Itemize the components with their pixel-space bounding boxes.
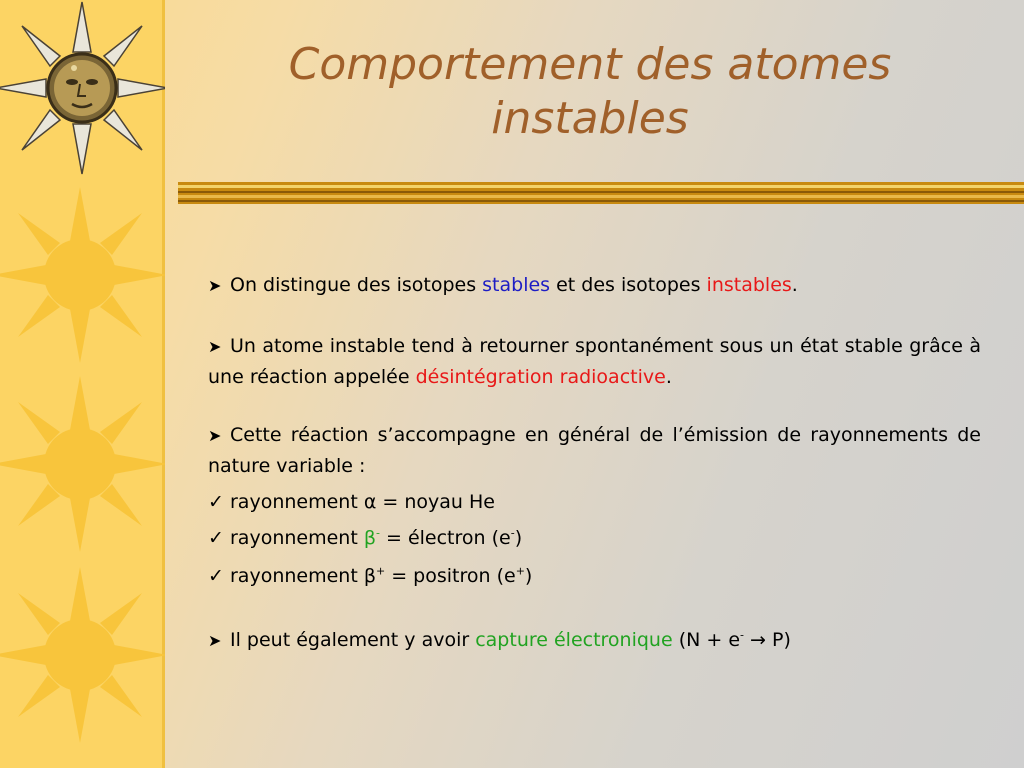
check-2-post: = électron (e [379,527,511,549]
sun-icon [0,372,165,557]
instables-term: instables [706,274,792,296]
arrow-bullet-icon: ➤ [208,631,222,650]
arrow-bullet-icon: ➤ [208,426,222,445]
bullet-3 [208,420,981,481]
beta-minus-symbol [364,527,380,549]
check-icon: ✓ [208,527,224,549]
check-icon: ✓ [208,565,224,587]
check-3-pre: rayonnement [230,565,364,587]
slide-title-text [180,38,1000,146]
check-item-alpha [208,485,981,519]
beta-plus-letter: β [363,565,376,587]
bullet-4 [208,625,981,656]
title-divider [178,182,1024,204]
title-line-1: Comportement des atomes [288,39,892,90]
capture-term: capture électronique [475,629,673,651]
arrow-bullet-icon: ➤ [208,276,222,295]
bullet-1 [208,270,981,301]
bullet-1-pre: On distingue des isotopes [230,274,483,296]
beta-minus-letter: β [363,527,376,549]
bullet-2-post: . [665,366,672,388]
check-3-end: ) [524,565,533,587]
check-item-beta-plus [208,557,981,595]
bullet-3-text: Cette réaction s’accompagne en général de l’émission de rayonnements de nature variable : [208,424,981,477]
bullet-4-end: P) [772,629,791,651]
sun-icon [0,560,165,750]
slide-body [208,270,981,656]
check-2-end: ) [514,527,523,549]
bullet-4-pre: Il peut également y avoir [230,629,476,651]
bullet-2 [208,331,981,392]
reaction-arrow: → [744,629,773,651]
beta-plus-sup: + [375,564,386,578]
bullet-4-post: (N + e [672,629,741,651]
positron-charge: + [515,564,525,578]
check-2-pre: rayonnement [230,527,364,549]
slide-title [180,38,1000,146]
check-1-post: = noyau He [376,491,495,513]
desintegration-term: désintégration radioactive [415,366,666,388]
check-icon: ✓ [208,491,224,513]
sun-face-icon [0,0,165,175]
title-line-2: instables [491,93,689,144]
stables-term: stables [482,274,551,296]
check-item-beta-minus [208,519,981,557]
left-decorative-strip [0,0,165,768]
sun-icon [0,185,165,365]
check-1-pre: rayonnement [230,491,364,513]
electron-charge: - [510,526,515,540]
check-3-post: = positron (e [385,565,516,587]
arrow-bullet-icon: ➤ [208,337,222,356]
bullet-1-mid: et des isotopes [550,274,707,296]
beta-minus-sup: - [375,526,380,540]
capture-electron-charge: - [740,628,745,642]
alpha-symbol: α [363,491,377,513]
bullet-2-pre: Un atome instable tend à retourner spontanément sous un état stable grâce à une réaction appelée [208,335,981,388]
bullet-1-post: . [791,274,798,296]
